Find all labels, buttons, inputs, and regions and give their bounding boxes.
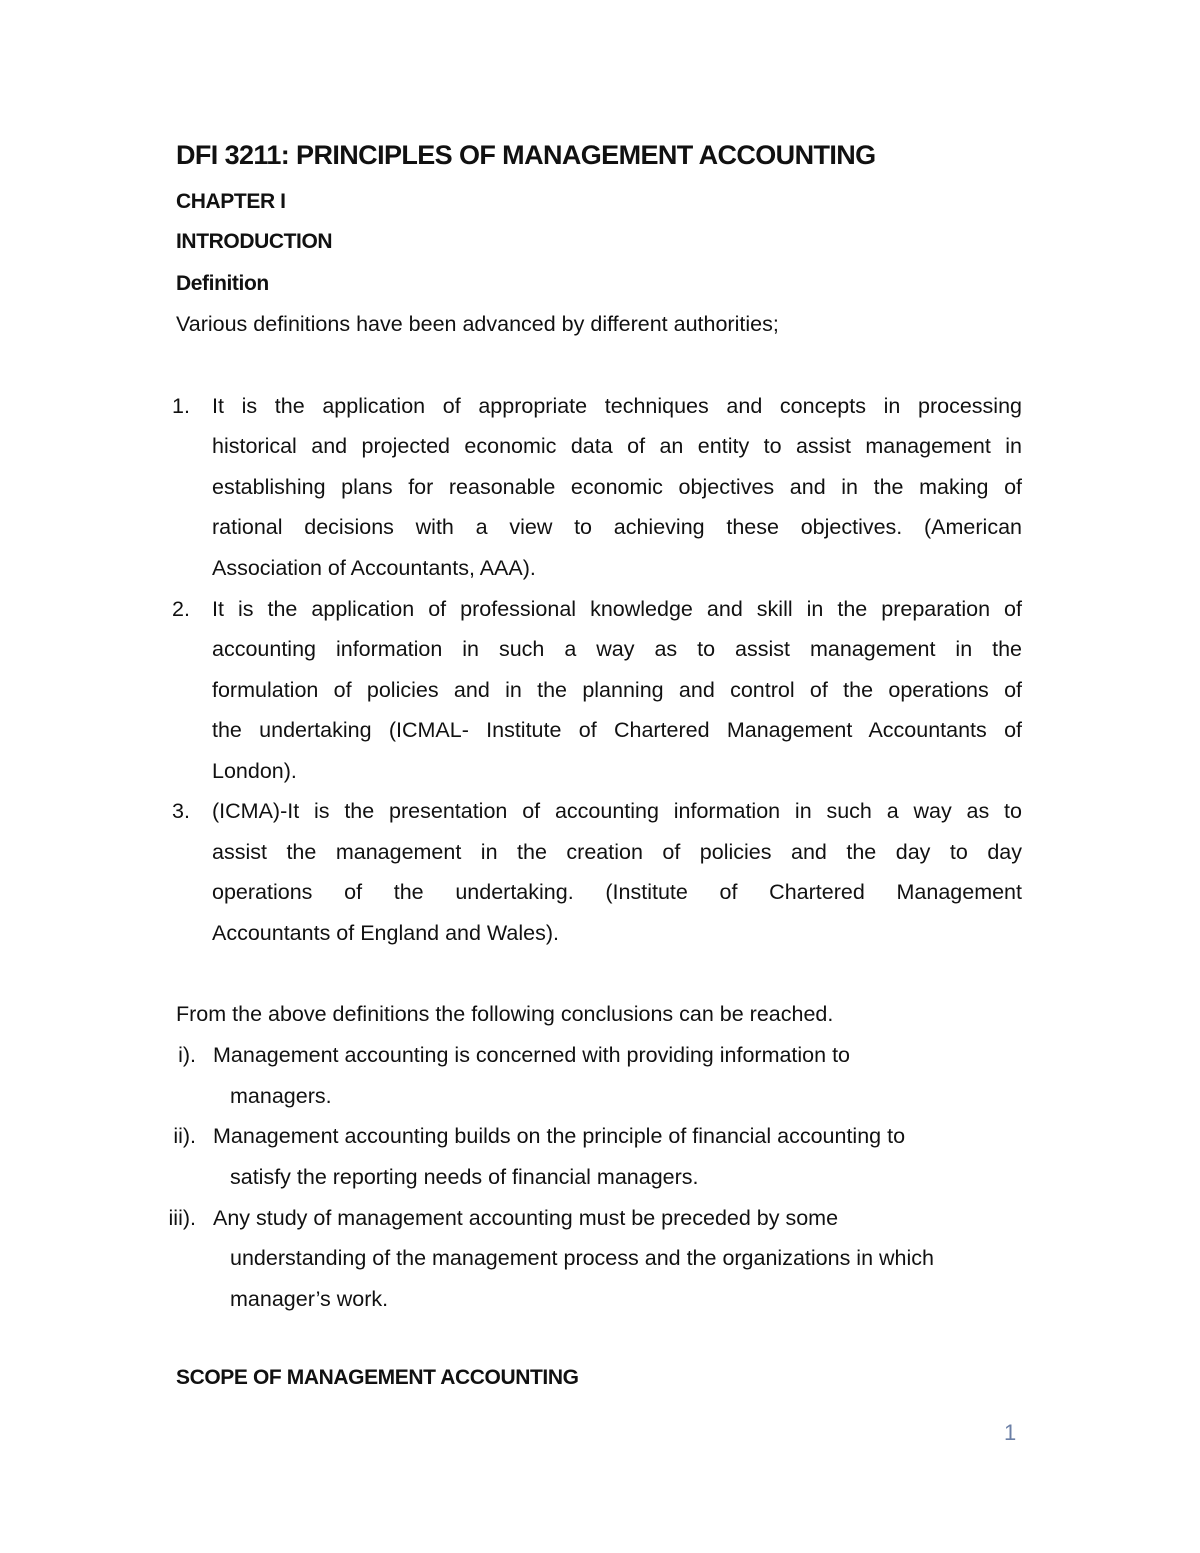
definition-line (212, 635, 1022, 663)
conclusion-line: Management accounting is concerned with providing information to (213, 1043, 851, 1067)
conclusion-numeral: iii). (168, 1206, 196, 1230)
definition-line (212, 878, 1022, 906)
scope-heading: SCOPE OF MANAGEMENT ACCOUNTING (176, 1366, 579, 1389)
definition-line-text: the undertaking (ICMAL- Institute of Chartered Management Accountants of (212, 718, 1022, 742)
definition-line: Accountants of England and Wales). (212, 921, 559, 945)
definition-line-text: (ICMA)-It is the presentation of accounting information in such a way as to (212, 799, 1022, 823)
definition-line-text: historical and projected economic data of an entity to assist management in (212, 434, 1022, 458)
introduction-heading: INTRODUCTION (176, 230, 333, 253)
definition-line-text: rational decisions with a view to achieving these objectives. (American (212, 515, 1022, 539)
definition-line-text: accounting information in such a way as to assist management in the (212, 637, 1022, 661)
definition-line-text: formulation of policies and in the planning and control of the operations of (212, 678, 1022, 702)
definition-line (212, 595, 1022, 623)
conclusion-line: Management accounting builds on the principle of financial accounting to (213, 1124, 906, 1148)
conclusion-line: managers. (230, 1084, 332, 1108)
conclusion-numeral: i). (178, 1043, 196, 1067)
definition-line-text: operations of the undertaking. (Institute of Chartered Management (212, 880, 1022, 904)
conclusion-line: Any study of management accounting must be preceded by some (213, 1206, 839, 1230)
definition-number: 2. (172, 597, 190, 621)
definition-line: London). (212, 759, 297, 783)
definition-line-text: establishing plans for reasonable economic objectives and in the making of (212, 475, 1022, 499)
definition-line (212, 797, 1022, 825)
definition-number: 1. (172, 394, 190, 418)
document-title: DFI 3211: PRINCIPLES OF MANAGEMENT ACCOUNTING (176, 140, 876, 170)
conclusion-line: understanding of the management process and the organizations in which (230, 1246, 934, 1270)
definition-line: Association of Accountants, AAA). (212, 556, 536, 580)
page-number: 1 (1004, 1420, 1017, 1445)
definition-line (212, 473, 1022, 501)
definition-line-text: It is the application of professional knowledge and skill in the preparation of (212, 597, 1022, 621)
definition-line (212, 838, 1022, 866)
intro-text: Various definitions have been advanced by different authorities; (176, 312, 779, 336)
conclusion-line: satisfy the reporting needs of financial managers. (230, 1165, 699, 1189)
definition-line (212, 392, 1022, 420)
conclusion-numeral: ii). (173, 1124, 196, 1148)
definition-line (212, 676, 1022, 704)
definition-line (212, 432, 1022, 460)
definition-heading: Definition (176, 272, 269, 295)
conclusion-intro: From the above definitions the following conclusions can be reached. (176, 1002, 834, 1026)
conclusion-line: manager’s work. (230, 1287, 389, 1311)
definition-line-text: It is the application of appropriate techniques and concepts in processing (212, 394, 1022, 418)
definition-number: 3. (172, 799, 190, 823)
definition-line (212, 716, 1022, 744)
definition-line-text: assist the management in the creation of policies and the day to day (212, 840, 1022, 864)
chapter-heading: CHAPTER I (176, 190, 286, 213)
definition-line (212, 513, 1022, 541)
